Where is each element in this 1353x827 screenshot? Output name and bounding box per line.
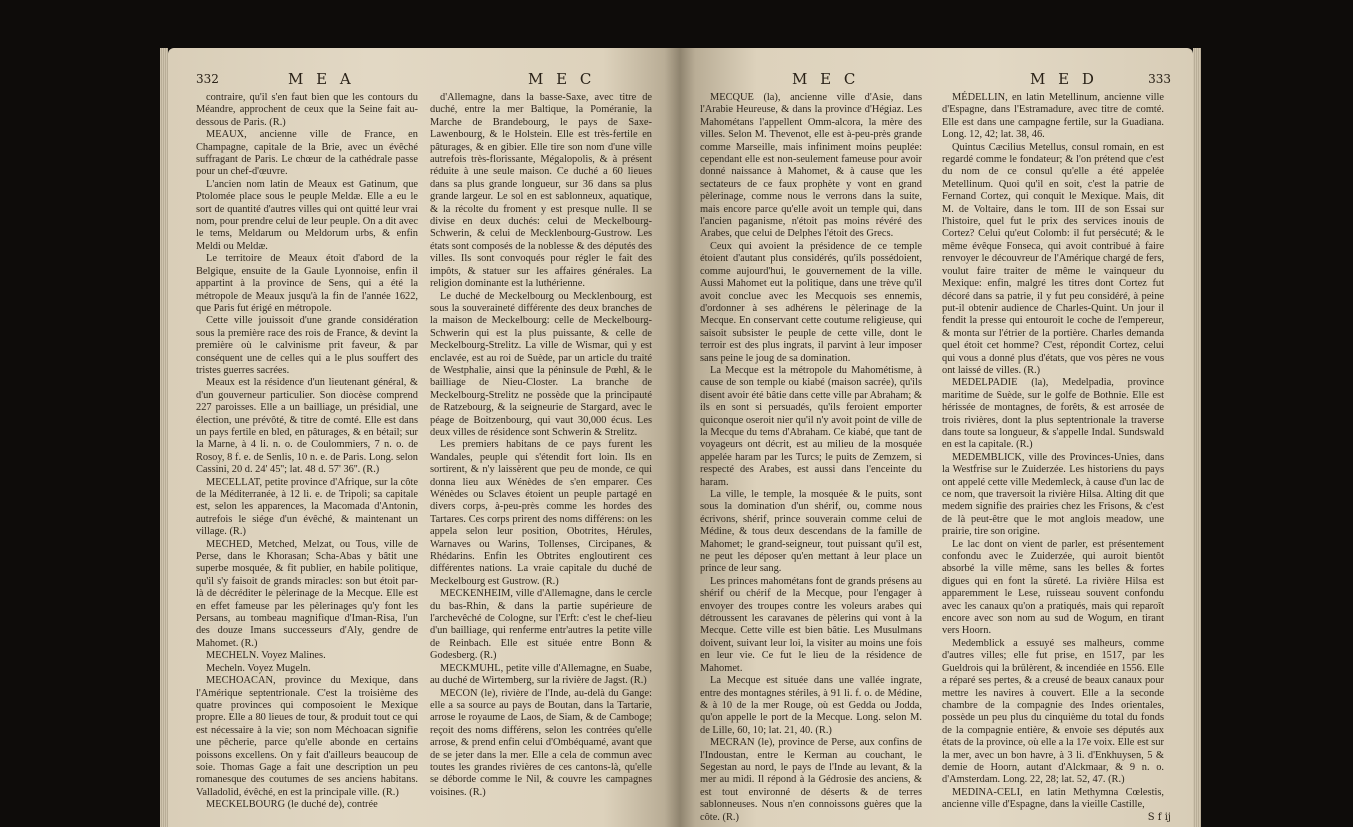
signature-mark: S f ij	[1147, 812, 1171, 823]
article-paragraph: La Mecque est la métropole du Mahométisme, à cause de son temple ou kiabé (maison sacrée), qu'ils disent avoir été bâtie dans cette ville par Abraham; & ils en sont si persuadés, qu'ils feroient emporter quiconque oseroit nier qu'il n'y avoit point de ville de la Mecque du tems d'Abraham. Ce kiabé, que tant de voyageurs ont décrit, est au milieu de la mosquée appelée haram par les Turcs; le puits de Zemzem, si respecté des Arabes, est aussi dans l'enceinte du haram.	[700, 364, 922, 488]
article-paragraph: MECON (le), rivière de l'Inde, au-delà du Gange: elle a sa source au pays de Boutan, dans la Tartarie, arrose le royaume de Laos, de Siam, & de Camboge; reçoit des noms différens, selon les contrées qu'elle arrose, & prend enfin celui d'Ombéquamé, avant que de se jeter dans la mer. Elle a cela de commun avec toutes les grandes rivières de ces cantons-là, qu'elle se déborde comme le Nil, & couvre les campagnes voisines. (R.)	[430, 687, 652, 798]
article-paragraph: MEDELPADIE (la), Medelpadia, province maritime de Suède, sur le golfe de Bothnie. Elle est hérissée de montagnes, de forêts, & est arrosée de trois rivières, dont la plus septentrionale la traverse dans toute sa longueur, & s'appelle Indal. Sundswald en est la capitale. (R.)	[942, 377, 1164, 451]
article-paragraph: Quintus Cæcilius Metellus, consul romain, en est regardé comme le fondateur; & l'on prétend que c'est du nom de ce consul qu'elle a été appelée Metellinum. Quoi qu'il en soit, c'est la patrie de Fernand Cortez, qui conquit le Mexique. Mais, dit M. de Voltaire, dans le tom. III de son Essai sur l'histoire, quel fut le prix des services inouis de Cortez? Celui qu'eut Colomb: il fut persécuté; & le même évêque Fonseca, qui avoit contribué à faire renvoyer le découvreur de l'Amérique chargé de fers, voulut faire traiter de même le vainqueur du Mexique: enfin, malgré les titres dont Cortez fut décoré dans sa patrie, il y fut peu considéré, à peine put-il obtenir audience de Charles-Quint. Un jour il fendit la presse qui entouroit le coche de l'empereur, & monta sur l'étrier de la portière. Charles demanda quel étoit cet homme? C'est, répondit Cortez, celui qui vous a donné plus d'états, que vos pères ne vous ont laissé de villes. (R.)	[942, 141, 1164, 376]
page-edge-right	[1193, 48, 1201, 827]
article-paragraph: Le duché de Meckelbourg ou Mecklenbourg, est sous la souveraineté différente des deux branches de la maison de Meckelbourg: celle de Meckelbourg-Schwerin qui est la plus puissante, & celle de Meckelbourg-Strelitz. La ville de Wismar, qui y est enclavée, est au roi de Suède, par un article du traité de Westphalie, ainsi que la péninsule de Pœhl, & le bailliage de Nieu-Closter. La branche de Meckelbourg-Strelitz ne possède que la principauté de Ratzebourg, & la seigneurie de Stargard, avec le péage de Boitzenbourg, qui vaut 30,000 écus. Les deux villes de résidence sont Schwerin & Strelitz.	[430, 290, 652, 438]
article-paragraph: Le lac dont on vient de parler, est présentement confondu avec le Zuiderzée, qui auroit bientôt absorbé la ville même, sans les belles & fortes digues qui en font la sûreté. La rivière Hilsa est apparemment le Lese, ruisseau souvent confondu avec les canaux qu'on a pratiqués, mais qui reparoît encore avec son nom au sud de Wogum, en tirant vers Hoorn.	[942, 538, 1164, 637]
article-paragraph: MECELLAT, petite province d'Afrique, sur la côte de la Méditerranée, à 12 li. e. de Tripoli; sa capitale est, selon les apparences, la Macomada d'Antonin, autrefois le siége d'un évêché, & maintenant un village. (R.)	[196, 476, 418, 538]
article-paragraph: MECKENHEIM, ville d'Allemagne, dans le cercle du bas-Rhin, & dans la partie supérieure de l'archevêché de Cologne, sur l'Erft: c'est le chef-lieu d'un bailliage, qui renferme entr'autres la petite ville de Reinbach. Elle est située entre Bonn & Godesberg. (R.)	[430, 588, 652, 662]
article-paragraph: Meaux est la résidence d'un lieutenant général, & d'un gouverneur particulier. Son diocèse comprend 227 paroisses. Elle a un bailliage, un présidial, une élection, une prévôté, & titre de comté. Elle est dans un pays fertile en bled, en pâturages, & en bétail; sur la Marne, à 4 li. n. o. de Coulommiers, 7 n. o. de Rosoy, 8 f. e. de Senlis, 10 n. e. de Paris. Long. selon Cassini, 20 d. 24' 45''; lat. 48 d. 57' 36''. (R.)	[196, 377, 418, 476]
article-paragraph: MECHOACAN, province du Mexique, dans l'Amérique septentrionale. C'est la troisième des quatre provinces qui composoient le Mexique propre. Elle a 80 lieues de tour, & produit tout ce qui est nécessaire à la vie; son nom Méchoacan signifie une pêcherie, parce qu'elle abonde en certains poissons excellens. On y fait d'ailleurs beaucoup de soie. Thomas Gage a fait une description un peu romanesque des coutumes de ses anciens habitans. Valladolid, évêché, en est la principale ville. (R.)	[196, 675, 418, 798]
article-paragraph: MECHED, Metched, Melzat, ou Tous, ville de Perse, dans le Khorasan; Scha-Abas y bâtit une superbe mosquée, & fit publier, en habile politique, qu'il s'y faisoit de grands miracles: son but étoit par-là de décréditer le pèlerinage de la Mecque. Elle est en effet fameuse par les pèlerinages qu'y font les Persans, au tombeau magnifique d'Iman-Risa, l'un des douze Imans successeurs d'Aly, gendre de Mahomet. (R.)	[196, 538, 418, 649]
article-paragraph: MEDEMBLICK, ville des Provinces-Unies, dans la Westfrise sur le Zuiderzée. Les historiens du pays ont appelé cette ville Medemleck, à cause d'un lac de ce nom, que traversoit la rivière Hilsa. Alting dit que medem signifie des prairies chez les Frisons, & c'est de là peut-être que le mot anglois meadow, une prairie, tire son origine.	[942, 451, 1164, 538]
article-paragraph: L'ancien nom latin de Meaux est Gatinum, que Ptolomée place sous le peuple Meldæ. Elle a eu le sort de quantité d'autres villes qui ont quitté leur vrai nom, pour prendre celui de leur peuple. On a dit avec le tems, Meldarum ou Meldorum urbs, & enfin Meldi ou Meldæ.	[196, 178, 418, 252]
article-paragraph: Mecheln. Voyez Mugeln.	[206, 662, 311, 674]
article-paragraph: contraire, qu'il s'en faut bien que les contours du Méandre, approchent de ceux que la Seine fait au-dessous de Paris. (R.)	[196, 92, 418, 128]
running-head-right-b: M E D	[1030, 70, 1098, 88]
article-paragraph: MÉDELLIN, en latin Metellinum, ancienne ville d'Espagne, dans l'Estramadure, avec titre de comté. Elle est dans une campagne fertile, sur la Guadiana. Long. 12, 42; lat. 38, 46.	[942, 92, 1164, 141]
article-paragraph: Les princes mahométans font de grands présens au shérif ou chérif de la Mecque, pour l'engager à envoyer des troupes contre les voleurs arabes qui détroussent les caravanes de pèlerins qui vont à la Mecque. Cette ville est bien bâtie. Les Musulmans doivent, suivant leur loi, la visiter au moins une fois en leur vie. Ce fut le lieu de la résidence de Mahomet.	[700, 575, 922, 674]
article-paragraph: MECQUE (la), ancienne ville d'Asie, dans l'Arabie Heureuse, & dans la province d'Hégiaz. Les Mahométans l'appellent Omm-alcora, la mère des villes. Selon M. Thevenot, elle est à-peu-près grande comme Marseille, mais infiniment moins peuplée: cependant elle est non-seulement fameuse pour avoir donné naissance à Mahomet, & à cause que les sectateurs de ce faux prophète y vont en grand pèlerinage, comme nous le verrons dans la suite, mais encore parce qu'elle avoit un temple qui, dans l'ancien paganisme, n'étoit pas moins révéré des Arabes, que celui de Delphes l'étoit des Grecs.	[700, 92, 922, 240]
page-edge-left	[160, 48, 168, 827]
article-paragraph: MECRAN (le), province de Perse, aux confins de l'Indoustan, entre le Kerman au couchant, le Segestan au nord, le pays de l'Inde au levant, & la mer au midi. Il répond à la Gédrosie des anciens, & est tout environné de déserts & de terres sablonneuses. Nous n'en connoissons guères que la côte. (R.)	[700, 737, 922, 823]
left-page	[168, 48, 680, 827]
article-paragraph: MECKMUHL, petite ville d'Allemagne, en Suabe, au duché de Wirtemberg, sur la rivière de Jagst. (R.)	[430, 662, 652, 687]
right-page-column-1	[700, 92, 922, 823]
article-paragraph: La ville, le temple, la mosquée & le puits, sont sous la domination d'un shérif, ou, comme nous écrivons, shérif, prince souverain comme celui de Médine, & tous deux descendans de la famille de Mahomet; le grand-seigneur, tout puissant qu'il est, ne peut les déposer qu'en mettant à leur place un prince de leur sang.	[700, 489, 922, 575]
open-book	[168, 48, 1193, 827]
left-page-column-2	[430, 92, 652, 812]
page-number-left: 332	[196, 72, 219, 86]
running-head-left-a: M E A	[288, 70, 355, 88]
left-page-column-1	[196, 92, 418, 812]
running-head-left-b: M E C	[528, 70, 596, 88]
article-paragraph: d'Allemagne, dans la basse-Saxe, avec titre de duché, entre la mer Baltique, la Poméranie, la Marche de Brandebourg, le pays de Saxe-Lawenbourg, & le Holstein. Elle est très-fertile en pâturages, & en gibier. Elle tire son nom d'une ville autrefois très-florissante, Mégalopolis, & à présent réduite à une seule maison. Ce duché a 60 lieues dans sa plus grande longueur, sur 36 dans sa plus grande largeur. Le sol en est sablonneux, aquatique, & la récolte du froment y est presque nulle. Il se divise en deux duchés: celui de Meckelbourg-Schwerin, & celui de Mecklenbourg-Gustrow. Les états sont composés de la noblesse & des députés des villes. Ils sont convoqués pour régler le fait des impôts, & statuer sur les affaires générales. La religion dominante est la luthérienne.	[430, 92, 652, 290]
article-paragraph: MECHELN. Voyez Malines.	[206, 650, 326, 662]
right-page-column-2	[942, 92, 1164, 812]
article-paragraph: MEAUX, ancienne ville de France, en Champagne, capitale de la Brie, avec un évêché suffragant de Paris. Le chœur de la cathédrale passe pour un chef-d'œuvre.	[196, 129, 418, 178]
article-paragraph: Medemblick a essuyé ses malheurs, comme d'autres villes; elle fut prise, en 1517, par les Gueldrois qui la brûlèrent, & incendiée en 1556. Elle a réparé ses pertes, & a creusé de beaux canaux pour mettre les navires à couvert. Elle a la seconde chambre de la compagnie des Indes orientales, possède un peu plus du cinquième du total du fonds de la compagnie entière, & envoie ses députés aux états de la province, où elle a la 17e voix. Elle est sur la mer, avec un bon havre, à 3 li. d'Enkhuysen, 5 & demie de Hoorn, autant d'Alckmaar, & 9 n. o. d'Amsterdam. Long. 22, 28; lat. 52, 47. (R.)	[942, 637, 1164, 786]
right-page	[680, 48, 1193, 827]
running-head-right-a: M E C	[792, 70, 860, 88]
article-paragraph: Ceux qui avoient la présidence de ce temple étoient d'autant plus considérés, qu'ils possédoient, comme aujourd'hui, le gouvernement de la ville. Aussi Mahomet eut la politique, dans une trève qu'il avoit conclue avec les Mecquois ses ennemis, d'ordonner à ses adhérens le pèlerinage de la Mecque. En conservant cette coutume religieuse, qui saisoit subsister le peuple de cette ville, dont le terroir est des plus ingrats, il parvint à leur imposer sans peine le joug de sa domination.	[700, 240, 922, 364]
article-paragraph: La Mecque est située dans une vallée ingrate, entre des montagnes stériles, à 91 li. f. o. de Médine, & à 10 de la mer Rouge, où est Gedda ou Jodda, qu'on appelle le port de la Mecque. Long. selon M. de Lille, 60, 10; lat. 21, 40. (R.)	[700, 675, 922, 736]
article-paragraph: MECKELBOURG (le duché de), contrée	[206, 799, 378, 811]
article-paragraph: Cette ville jouissoit d'une grande considération sous la première race des rois de France, & devint la première où le calvinisme prit faveur, & par conséquent une de celles qui a le plus souffert des tristes guerres sacrées.	[196, 315, 418, 376]
article-paragraph: Les premiers habitans de ce pays furent les Wandales, peuple qui s'étendit fort loin. Ils en sortirent, & n'y laissèrent que peu de monde, ce qui donna lieu aux Wénèdes de s'en emparer. Ces Wénèdes ou Sclaves étoient un peuple partagé en divers corps, à-peu-près comme les hordes des Tartares. Ces corps prirent des noms différens: on les appela selon leur position, Obotrites, Hérules, Warnaves ou Warins, Tollenses, Circipanes, & Rhédarins. Enfin les Obtrites engloutirent ces différentes nations. La vraie capitale du duché de Meckelbourg est Gustrow. (R.)	[430, 439, 652, 587]
article-paragraph: Le territoire de Meaux étoit d'abord de la Belgique, ensuite de la Gaule Lyonnoise, enfin il appartint à la province de Sens, qui a été la métropole de Meaux jusqu'à la fin de l'année 1622, que Paris fut érigé en métropole.	[196, 253, 418, 314]
page-number-right: 333	[1148, 72, 1171, 86]
article-paragraph: MEDINA-CELI, en latin Methymna Cœlestis, ancienne ville d'Espagne, dans la vieille Castille,	[942, 786, 1164, 811]
